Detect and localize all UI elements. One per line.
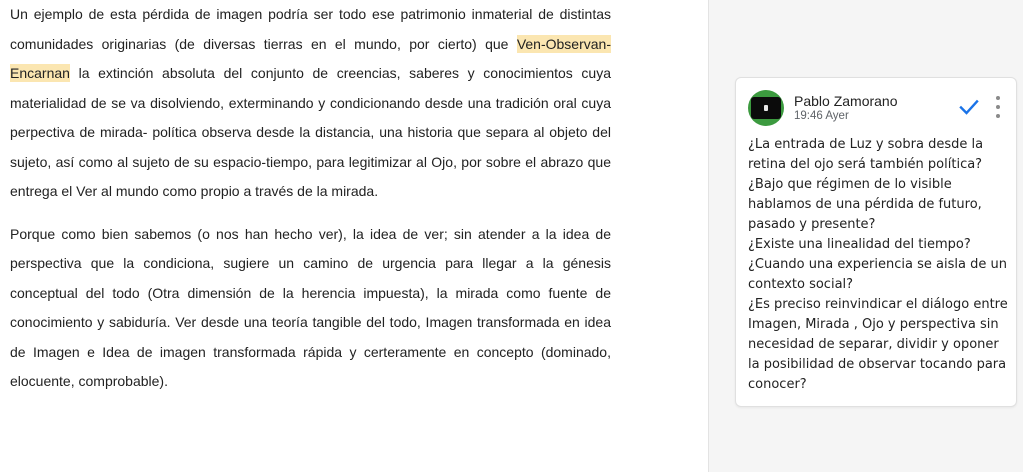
more-vertical-icon — [996, 96, 1000, 100]
resolve-button[interactable] — [956, 94, 982, 120]
more-options-button[interactable] — [992, 96, 1004, 118]
avatar-image — [751, 97, 781, 119]
paragraph-1[interactable] — [10, 0, 611, 207]
avatar — [748, 90, 784, 126]
commented-highlight[interactable]: Ven-Observan-Encarnan — [10, 35, 611, 81]
paragraph-1-text-start: Un ejemplo de esta pérdida de imagen podría ser todo ese patrimonio inmaterial de distintas comunidades originarias (de diversas tierras en el mundo, por cierto) que — [10, 6, 611, 52]
comment-body: ¿La entrada de Luz y sobra desde la retina del ojo será también política? ¿Bajo que régimen de lo visible hablamos de una pérdida de futuro, pasado y presente? ¿Existe una linealidad del tiempo? ¿Cuando una experiencia se aisla de un contexto social? ¿Es preciso reinvindicar el diálogo entre Imagen, Mirada , Ojo y perspectiva sin necesidad de separar, dividir y oponer la posibilidad de observar tocando para conocer? — [748, 137, 1008, 392]
checkmark-icon — [956, 94, 982, 120]
comment-author: Pablo Zamorano — [794, 93, 898, 109]
comment-card[interactable] — [735, 77, 1017, 407]
paragraph-1-text-end: la extinción absoluta del conjunto de creencias, saberes y conocimientos cuya materialidad de se va disolviendo, exterminando y condicionando desde una tradición oral cuya perpectiva de mirada- política observa desde la distancia, una historia que separa al objeto del sujeto, así como al sujeto de su espacio-tiempo, para legitimizar al Ojo, por sobre el abrazo que entrega el Ver al mundo como propio a través de la mirada. — [10, 65, 611, 199]
comment-timestamp: 19:46 Ayer — [794, 110, 849, 122]
paragraph-2[interactable]: Porque como bien sabemos (o nos han hecho ver), la idea de ver; sin atender a la idea de perspectiva que la condiciona, sugiere un camino de urgencia para llegar a la génesis conceptual del todo (Otra dimensión de la herencia impuesta), la mirada como fuente de conocimiento y sabiduría. Ver desde una teoría tangible del todo, Imagen transformada en idea de Imagen e Idea de imagen transformada rápida y certeramente en concepto (dominado, elocuente, comprobable). — [10, 225, 611, 389]
comments-sidebar — [709, 0, 1023, 472]
avatar-figure — [764, 105, 768, 111]
document-text[interactable] — [10, 0, 611, 397]
